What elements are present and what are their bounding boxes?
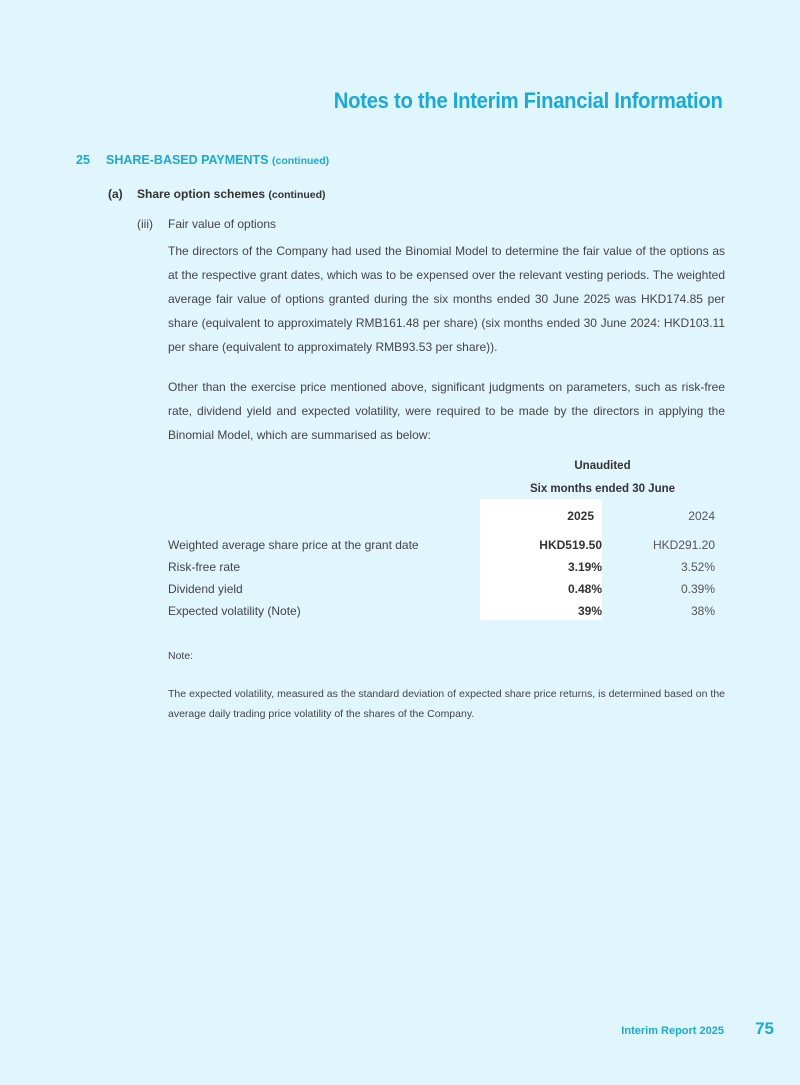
section-heading [76,153,329,167]
column-header-2024: 2024 [688,509,715,523]
table-row [168,582,725,602]
note-text: The expected volatility, measured as the standard deviation of expected share price returns, is determined based on the average daily trading price volatility of the shares of the Company. [168,688,725,720]
paragraph-parameters: Other than the exercise price mentioned above, significant judgments on parameters, such as risk-free rate, dividend yield and expected volatility, were required to be made by the directors in applying the Binomial Model, which are summarised as below: [168,380,725,442]
page-number: 75 [755,1019,774,1038]
value-2024: HKD291.20 [652,538,715,552]
value-2024: 0.39% [680,582,715,596]
item-title: Fair value of options [168,217,277,231]
column-header-2025: 2025 [567,509,594,523]
value-2025: HKD519.50 [539,538,602,552]
value-2025: 39% [577,604,602,618]
subsection-title: Share option schemes [137,187,266,201]
page-title: Notes to the Interim Financial Information [334,88,723,113]
note-label: Note: [168,650,194,662]
row-label: Expected volatility (Note) [168,604,301,618]
item-label: (iii) [137,217,153,231]
footer-report-name: Interim Report 2025 [621,1025,724,1037]
table-header-unaudited: Unaudited [574,460,631,472]
subsection-label: (a) [108,187,123,201]
table-row [168,538,725,558]
item-heading [137,217,276,231]
subsection-heading [108,187,326,201]
subsection-continued: (continued) [268,189,326,201]
table-header-period: Six months ended 30 June [529,483,676,495]
value-2024: 3.52% [680,560,715,574]
value-2024: 38% [690,604,715,618]
section-title: SHARE-BASED PAYMENTS [106,153,269,167]
row-label: Weighted average share price at the grant date [168,538,419,552]
value-2025: 3.19% [567,560,602,574]
table-row [168,604,725,624]
row-label: Risk-free rate [168,560,241,574]
section-continued: (continued) [272,155,330,167]
paragraph-fair-value: The directors of the Company had used the Binomial Model to determine the fair value of the options as at the respective grant dates, which was to be expensed over the relevant vesting periods. The weighted average fair value of options granted during the six months ended 30 June 2025 was HKD174.85 per share (equivalent to approximately RMB161.48 per share) (six months ended 30 June 2024: HKD103.11 per share (equivalent to approximately RMB93.53 per share)). [168,244,725,354]
value-2025: 0.48% [567,582,602,596]
row-label: Dividend yield [168,582,243,596]
section-number: 25 [76,153,90,167]
table-row [168,560,725,580]
